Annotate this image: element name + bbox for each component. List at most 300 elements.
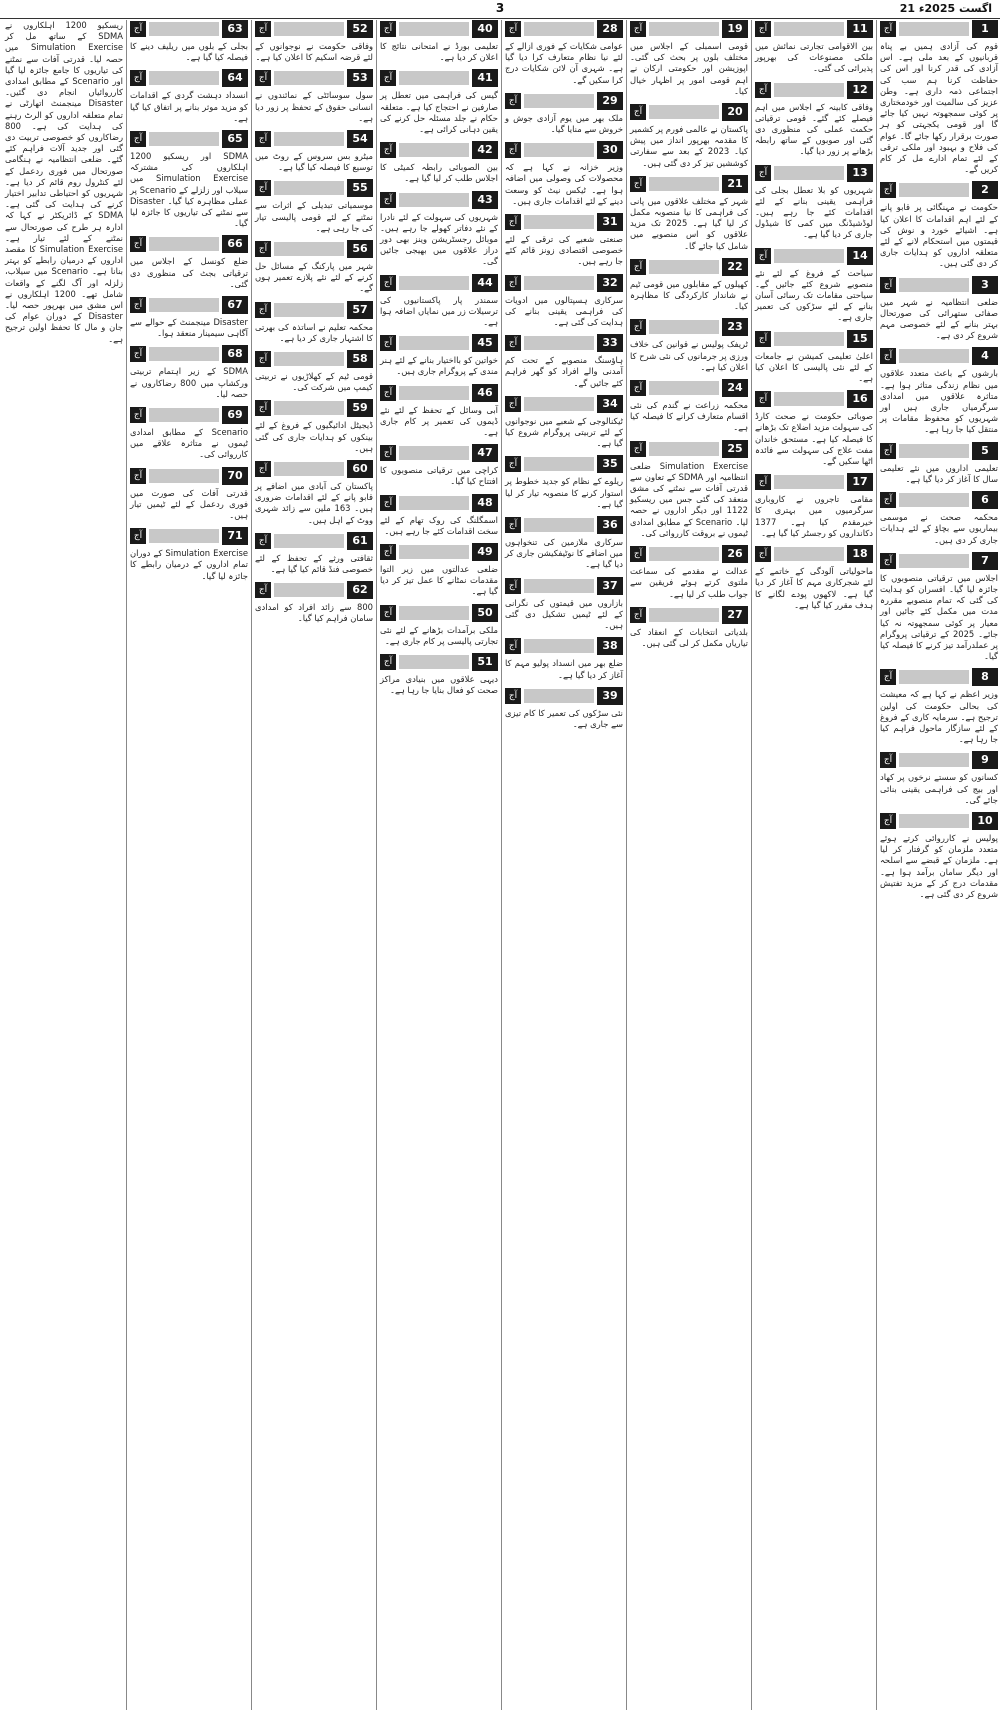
section-tag: آج bbox=[505, 688, 521, 704]
news-item bbox=[505, 213, 623, 268]
section-tag: آج bbox=[505, 638, 521, 654]
news-item-header bbox=[630, 258, 748, 276]
headline-bar bbox=[399, 336, 469, 350]
headline-bar bbox=[149, 71, 219, 85]
news-item-text: تعلیمی اداروں میں نئے تعلیمی سال کا آغاز کر دیا گیا ہے۔ bbox=[880, 462, 998, 484]
headline-bar bbox=[399, 545, 469, 559]
news-item-text: Simulation Exercise کے دوران تمام اداروں کے درمیان رابطے کا جائزہ لیا گیا۔ bbox=[130, 548, 248, 581]
news-item bbox=[255, 581, 373, 624]
section-tag: آج bbox=[630, 546, 646, 562]
item-number-badge: 49 bbox=[472, 543, 498, 561]
section-tag: آج bbox=[630, 607, 646, 623]
news-item-header bbox=[630, 318, 748, 336]
news-item-text: سرکاری ملازمین کی تنخواہوں میں اضافے کا نوٹیفکیشن جاری کر دیا گیا ہے۔ bbox=[505, 537, 623, 570]
news-item bbox=[130, 527, 248, 582]
news-item-header bbox=[630, 606, 748, 624]
headline-bar bbox=[274, 462, 344, 476]
headline-bar bbox=[149, 22, 219, 36]
news-item bbox=[880, 347, 998, 435]
headline-bar bbox=[274, 303, 344, 317]
section-tag: آج bbox=[755, 474, 771, 490]
news-item-header bbox=[630, 379, 748, 397]
headline-bar bbox=[399, 71, 469, 85]
headline-bar bbox=[899, 493, 969, 507]
headline-bar bbox=[774, 475, 844, 489]
news-item-text: ڈیجیٹل ادائیگیوں کے فروغ کے لئے بینکوں کو ہدایات جاری کی گئی ہیں۔ bbox=[255, 420, 373, 453]
news-item-text: شہریوں کی سہولت کے لئے نادرا کے نئے دفاتر کھولے جا رہے ہیں۔ موبائل رجسٹریشن وینز بھی دور دراز علاقوں میں بھیجی جائیں گی۔ bbox=[380, 211, 498, 267]
section-tag: آج bbox=[630, 259, 646, 275]
news-item-header bbox=[880, 442, 998, 460]
item-number-badge: 13 bbox=[847, 164, 873, 182]
news-item bbox=[380, 444, 498, 487]
news-item-header bbox=[505, 455, 623, 473]
news-item bbox=[130, 296, 248, 339]
news-item bbox=[755, 20, 873, 75]
headline-bar bbox=[774, 22, 844, 36]
headline-bar bbox=[774, 392, 844, 406]
news-item bbox=[5, 20, 123, 345]
section-tag: آج bbox=[255, 70, 271, 86]
section-tag: آج bbox=[880, 443, 896, 459]
news-item-header bbox=[505, 637, 623, 655]
section-tag: آج bbox=[505, 335, 521, 351]
item-number-badge: 14 bbox=[847, 247, 873, 265]
news-item-text: وزیر خزانہ نے کہا ہے کہ محصولات کی وصولی میں اضافہ ہوا ہے۔ ٹیکس نیٹ کو وسعت دینے کے لئے اقدامات جاری ہیں۔ bbox=[505, 162, 623, 206]
section-tag: آج bbox=[505, 517, 521, 533]
item-number-badge: 24 bbox=[722, 379, 748, 397]
news-item bbox=[755, 81, 873, 158]
item-number-badge: 65 bbox=[222, 130, 248, 148]
section-tag: آج bbox=[130, 346, 146, 362]
news-item-text: عوامی شکایات کے فوری ازالے کے لئے نیا نظام متعارف کرا دیا گیا ہے۔ شہری آن لائن شکایات درج کرا سکیں گے۔ bbox=[505, 41, 623, 85]
news-item bbox=[255, 20, 373, 63]
section-tag: آج bbox=[630, 104, 646, 120]
news-item-header bbox=[880, 347, 998, 365]
headline-bar bbox=[649, 608, 719, 622]
masthead bbox=[0, 0, 1000, 19]
news-item-text: قوم کی آزادی ہمیں بے پناہ قربانیوں کے بعد ملی ہے۔ اس آزادی کی قدر کرنا اور اس کی حفاظت کرنا ہم سب کی اجتماعی ذمہ داری ہے۔ وطن عزیز کی سالمیت اور خودمختاری پر کوئی سمجھوتہ نہیں کیا جائے گا اور قومی یکجہتی کو ہر صورت برقرار رکھا جائے گا۔ عوام کی فلاح و بہبود اور ملکی ترقی کے لئے تمام ادارے مل کر کام کریں گے۔ bbox=[880, 41, 998, 175]
section-tag: آج bbox=[130, 407, 146, 423]
headline-bar bbox=[899, 753, 969, 767]
headline-bar bbox=[524, 276, 594, 290]
news-item-text: سیاحت کے فروغ کے لئے نئے منصوبے شروع کئے جائیں گے۔ سیاحتی مقامات تک رسائی آسان بنانے کے لئے سڑکوں کی تعمیر جاری ہے۔ bbox=[755, 267, 873, 323]
news-item-text: موسمیاتی تبدیلی کے اثرات سے نمٹنے کے لئے قومی پالیسی تیار کی جا رہی ہے۔ bbox=[255, 200, 373, 233]
news-item-header bbox=[130, 406, 248, 424]
headline-bar bbox=[399, 655, 469, 669]
item-number-badge: 37 bbox=[597, 577, 623, 595]
news-item-text: گیس کی فراہمی میں تعطل پر صارفین نے احتجاج کیا ہے۔ متعلقہ حکام نے جلد مسئلہ حل کرنے کی یقین دہانی کرائی ہے۔ bbox=[380, 90, 498, 135]
news-item bbox=[630, 606, 748, 649]
news-item-header bbox=[505, 334, 623, 352]
news-item-text: سمندر پار پاکستانیوں کی ترسیلات زر میں نمایاں اضافہ ہوا ہے۔ bbox=[380, 294, 498, 328]
section-tag: آج bbox=[380, 21, 396, 37]
news-item bbox=[130, 235, 248, 290]
headline-bar bbox=[649, 442, 719, 456]
news-item bbox=[505, 637, 623, 680]
news-item bbox=[880, 276, 998, 342]
news-item-text: آبی وسائل کے تحفظ کے لئے نئے ڈیموں کی تعمیر پر کام جاری ہے۔ bbox=[380, 404, 498, 438]
item-number-badge: 22 bbox=[722, 258, 748, 276]
column-divider bbox=[876, 20, 877, 1710]
news-item bbox=[255, 301, 373, 344]
section-tag: آج bbox=[755, 391, 771, 407]
news-item-header bbox=[755, 390, 873, 408]
news-item-text: قومی ٹیم کے کھلاڑیوں نے تربیتی کیمپ میں شرکت کی۔ bbox=[255, 371, 373, 393]
news-item-header bbox=[755, 81, 873, 99]
item-number-badge: 42 bbox=[472, 141, 498, 159]
news-item bbox=[380, 384, 498, 439]
headline-bar bbox=[774, 83, 844, 97]
item-number-badge: 38 bbox=[597, 637, 623, 655]
news-item-text: حکومت نے مہنگائی پر قابو پانے کے لئے اہم اقدامات کا اعلان کیا ہے۔ اشیائے خورد و نوش کی قیمتوں میں استحکام لانے کے لئے متعلقہ اداروں کو ہدایات جاری کر دی گئی ہیں۔ bbox=[880, 202, 998, 269]
news-item-text: بجلی کے بلوں میں ریلیف دینے کا فیصلہ کیا گیا ہے۔ bbox=[130, 41, 248, 63]
news-item-header bbox=[130, 467, 248, 485]
news-item bbox=[755, 390, 873, 467]
news-item bbox=[880, 668, 998, 745]
section-tag: آج bbox=[255, 533, 271, 549]
item-number-badge: 33 bbox=[597, 334, 623, 352]
news-item bbox=[630, 175, 748, 252]
headline-bar bbox=[274, 132, 344, 146]
item-number-badge: 69 bbox=[222, 406, 248, 424]
section-tag: آج bbox=[505, 21, 521, 37]
news-item-header bbox=[255, 20, 373, 38]
news-item bbox=[130, 345, 248, 400]
item-number-badge: 40 bbox=[472, 20, 498, 38]
item-number-badge: 31 bbox=[597, 213, 623, 231]
headline-bar bbox=[899, 349, 969, 363]
news-item-header bbox=[130, 69, 248, 87]
news-item bbox=[380, 604, 498, 647]
news-item bbox=[630, 440, 748, 539]
news-item-text: ٹیکنالوجی کے شعبے میں نوجوانوں کے لئے تربیتی پروگرام شروع کیا گیا ہے۔ bbox=[505, 415, 623, 449]
news-item-text: انسداد دہشت گردی کے اقدامات کو مزید موثر بنانے پر اتفاق کیا گیا ہے۔ bbox=[130, 90, 248, 123]
news-item-text: سول سوسائٹی کے نمائندوں نے انسانی حقوق کے تحفظ پر زور دیا ہے۔ bbox=[255, 90, 373, 123]
item-number-badge: 52 bbox=[347, 20, 373, 38]
section-tag: آج bbox=[380, 142, 396, 158]
item-number-badge: 2 bbox=[972, 181, 998, 199]
news-item-text: سرکاری ہسپتالوں میں ادویات کی فراہمی یقینی بنانے کی ہدایت کی گئی ہے۔ bbox=[505, 294, 623, 328]
news-item-text: Simulation Exercise ضلعی انتظامیہ اور SDMA کے تعاون سے قدرتی آفات سے نمٹنے کی مشق منعقد کی گئی جس میں ریسکیو 1122 اور دیگر اداروں نے حصہ لیا۔ Scenario کے مطابق امدادی ٹیموں نے بروقت کارروائی کی۔ bbox=[630, 460, 748, 538]
news-item-header bbox=[380, 494, 498, 512]
section-tag: آج bbox=[380, 544, 396, 560]
news-item bbox=[130, 20, 248, 63]
news-column bbox=[878, 20, 1000, 1710]
news-item-text: صنعتی شعبے کی ترقی کے لئے خصوصی اقتصادی زونز قائم کئے جا رہے ہیں۔ bbox=[505, 234, 623, 267]
item-number-badge: 53 bbox=[347, 69, 373, 87]
news-item-header bbox=[255, 532, 373, 550]
news-item-header bbox=[505, 395, 623, 413]
headline-bar bbox=[274, 242, 344, 256]
headline-bar bbox=[524, 22, 594, 36]
news-item-text: ملکی برآمدات بڑھانے کے لئے نئی تجارتی پالیسی پر کام جاری ہے۔ bbox=[380, 624, 498, 646]
column-divider bbox=[501, 20, 502, 1710]
item-number-badge: 11 bbox=[847, 20, 873, 38]
section-tag: آج bbox=[380, 335, 396, 351]
news-item-header bbox=[255, 69, 373, 87]
news-item-text: SDMA کے زیر اہتمام تربیتی ورکشاپ میں 800 رضاکاروں نے حصہ لیا۔ bbox=[130, 366, 248, 399]
news-item-header bbox=[380, 653, 498, 671]
news-item bbox=[630, 318, 748, 373]
item-number-badge: 68 bbox=[222, 345, 248, 363]
news-item-header bbox=[755, 545, 873, 563]
item-number-badge: 23 bbox=[722, 318, 748, 336]
news-item bbox=[380, 334, 498, 377]
news-column bbox=[3, 20, 125, 1710]
news-item-header bbox=[380, 20, 498, 38]
news-item-header bbox=[880, 181, 998, 199]
news-item-text: اسمگلنگ کی روک تھام کے لئے سخت اقدامات کئے جا رہے ہیں۔ bbox=[380, 514, 498, 536]
news-item bbox=[255, 179, 373, 234]
section-tag: آج bbox=[505, 578, 521, 594]
news-item bbox=[880, 751, 998, 806]
news-item-text: ضلعی انتظامیہ نے شہر میں صفائی ستھرائی کی صورتحال بہتر بنانے کے لئے خصوصی مہم شروع کر دی ہے۔ bbox=[880, 296, 998, 341]
item-number-badge: 45 bbox=[472, 334, 498, 352]
section-tag: آج bbox=[880, 752, 896, 768]
section-tag: آج bbox=[130, 70, 146, 86]
news-item-text: ہاؤسنگ منصوبے کے تحت کم آمدنی والے افراد کو گھر فراہم کئے جائیں گے۔ bbox=[505, 355, 623, 388]
item-number-badge: 10 bbox=[972, 812, 998, 830]
page-number: 3 bbox=[495, 1, 505, 15]
news-item-text: پاکستان نے عالمی فورم پر کشمیر کا مقدمہ بھرپور انداز میں پیش کیا۔ 2023 کے بعد سے سفارتی کوششیں تیز کر دی گئی ہیں۔ bbox=[629, 124, 748, 168]
headline-bar bbox=[399, 496, 469, 510]
news-item bbox=[380, 141, 498, 184]
section-tag: آج bbox=[505, 275, 521, 291]
news-item bbox=[380, 274, 498, 329]
headline-bar bbox=[149, 408, 219, 422]
section-tag: آج bbox=[255, 302, 271, 318]
news-item-header bbox=[505, 141, 623, 159]
news-item bbox=[505, 577, 623, 632]
news-item-header bbox=[630, 20, 748, 38]
section-tag: آج bbox=[380, 445, 396, 461]
news-item bbox=[880, 181, 998, 269]
news-item-header bbox=[880, 276, 998, 294]
news-column bbox=[253, 20, 375, 1710]
news-item-text: Disaster مینجمنٹ کے حوالے سے آگاہی سیمینار منعقد ہوا۔ bbox=[130, 317, 248, 339]
headline-bar bbox=[524, 397, 594, 411]
column-divider bbox=[376, 20, 377, 1710]
news-column bbox=[753, 20, 875, 1710]
headline-bar bbox=[524, 215, 594, 229]
news-item-text: صوبائی حکومت نے صحت کارڈ کی سہولت مزید اضلاع تک بڑھانے کا فیصلہ کیا ہے۔ مستحق خاندان مفت علاج کی سہولت سے فائدہ اٹھا سکیں گے۔ bbox=[755, 411, 873, 467]
news-item bbox=[755, 473, 873, 539]
news-item-header bbox=[505, 213, 623, 231]
section-tag: آج bbox=[380, 385, 396, 401]
news-item-text: ضلع بھر میں انسداد پولیو مہم کا آغاز کر دیا گیا ہے۔ bbox=[505, 658, 623, 680]
headline-bar bbox=[899, 278, 969, 292]
news-item bbox=[255, 69, 373, 124]
news-item-text: پاکستان کی آبادی میں اضافے پر قابو پانے کے لئے اقدامات ضروری ہیں۔ 163 ملین سے زائد شہری ووٹ کے اہل ہیں۔ bbox=[255, 481, 373, 525]
news-item-text: وفاقی کابینہ کے اجلاس میں اہم فیصلے کئے گئے۔ قومی ترقیاتی حکمت عملی کی منظوری دی گئی اور صوبوں کے ساتھ رابطہ بڑھانے پر زور دیا گیا۔ bbox=[755, 101, 873, 157]
news-item-text: ثقافتی ورثے کے تحفظ کے لئے خصوصی فنڈ قائم کیا گیا ہے۔ bbox=[255, 552, 373, 575]
column-divider bbox=[126, 20, 127, 1710]
item-number-badge: 15 bbox=[847, 330, 873, 348]
news-item-header bbox=[755, 20, 873, 38]
news-item-text: بین الاقوامی تجارتی نمائش میں ملکی مصنوعات کی بھرپور پذیرائی کی گئی۔ bbox=[755, 41, 873, 74]
news-item bbox=[380, 191, 498, 268]
news-item bbox=[755, 330, 873, 385]
headline-bar bbox=[274, 71, 344, 85]
news-item-text: نئی سڑکوں کی تعمیر کا کام تیزی سے جاری ہے۔ bbox=[505, 707, 623, 729]
news-item-text: ریسکیو 1200 اہلکاروں نے SDMA کے ساتھ مل کر Simulation Exercise میں حصہ لیا۔ قدرتی آفات سے نمٹنے کی تیاریوں کا جامع جائزہ لیا گیا اور Scenario کے مطابق امدادی کارروائیاں انجام دی گئیں۔ Disaster مینجمنٹ اتھارٹی نے تمام متعلقہ اداروں کو الرٹ رہنے کی ہدایت کی ہے۔ 800 رضاکاروں کو خصوصی تربیت دی گئی اور جدید آلات فراہم کئے گئے۔ ضلعی انتظامیہ نے ہنگامی صورتحال میں فوری ردعمل کے لئے کنٹرول روم قائم کر دیا ہے۔ شہریوں کو احتیاطی تدابیر اختیار کرنے کی ہدایت کی گئی ہے۔ SDMA کے ڈائریکٹر نے کہا کہ ادارہ ہر طرح کی صورتحال سے نمٹنے کے لئے تیار ہے۔ Simulation Exercise کا مقصد اداروں کے درمیان رابطے کو بہتر بنانا ہے۔ Scenario میں سیلاب، زلزلہ اور آگ لگنے کے واقعات شامل تھے۔ 1200 اہلکاروں نے اس مشق میں بھرپور حصہ لیا۔ Disaster کے دوران عوام کی جان و مال کا تحفظ اولین ترجیح ہے۔ bbox=[5, 20, 124, 344]
headline-bar bbox=[399, 606, 469, 620]
news-item-text: SDMA اور ریسکیو 1200 اہلکاروں کی مشترکہ Simulation Exercise میں سیلاب اور زلزلے کے Scenario پر عملی مظاہرہ کیا گیا۔ Disaster سے نمٹنے کی تیاریوں کا جائزہ لیا گیا۔ bbox=[130, 151, 248, 229]
item-number-badge: 4 bbox=[972, 347, 998, 365]
item-number-badge: 8 bbox=[972, 668, 998, 686]
news-item bbox=[880, 812, 998, 900]
news-item-header bbox=[130, 527, 248, 545]
headline-bar bbox=[399, 22, 469, 36]
news-item-text: تعلیمی بورڈ نے امتحانی نتائج کا اعلان کر دیا ہے۔ bbox=[380, 41, 498, 63]
news-item bbox=[255, 399, 373, 454]
news-item-text: کسانوں کو سستے نرخوں پر کھاد اور بیج کی فراہمی یقینی بنائی جائے گی۔ bbox=[880, 772, 998, 805]
item-number-badge: 18 bbox=[847, 545, 873, 563]
news-item-header bbox=[505, 92, 623, 110]
news-item-header bbox=[630, 103, 748, 121]
item-number-badge: 58 bbox=[347, 350, 373, 368]
news-item-header bbox=[505, 577, 623, 595]
headline-bar bbox=[524, 579, 594, 593]
news-item-text: پولیس نے کارروائی کرتے ہوئے متعدد ملزمان کو گرفتار کر لیا ہے۔ ملزمان کے قبضے سے اسلحہ اور دیگر سامان برآمد ہوا ہے۔ مقدمات درج کر کے مزید تفتیش شروع کر دی گئی ہے۔ bbox=[880, 832, 998, 899]
news-column bbox=[628, 20, 750, 1710]
news-item-header bbox=[505, 274, 623, 292]
headline-bar bbox=[524, 457, 594, 471]
news-item-text: کراچی میں ترقیاتی منصوبوں کا افتتاح کیا گیا۔ bbox=[380, 465, 498, 487]
item-number-badge: 71 bbox=[222, 527, 248, 545]
news-item bbox=[255, 532, 373, 575]
news-item-header bbox=[380, 141, 498, 159]
section-tag: آج bbox=[755, 82, 771, 98]
news-item-header bbox=[880, 668, 998, 686]
news-item-header bbox=[505, 516, 623, 534]
news-item-header bbox=[380, 444, 498, 462]
news-item-text: بارشوں کے باعث متعدد علاقوں میں نظام زندگی متاثر ہوا ہے۔ متاثرہ علاقوں میں امدادی سرگرمیاں جاری ہیں اور شہریوں کو محفوظ مقامات پر منتقل کیا جا رہا ہے۔ bbox=[880, 368, 998, 435]
headline-bar bbox=[899, 183, 969, 197]
news-item-text: بازاروں میں قیمتوں کی نگرانی کے لئے ٹیمیں تشکیل دی گئی ہیں۔ bbox=[505, 597, 623, 631]
item-number-badge: 50 bbox=[472, 604, 498, 622]
news-item-header bbox=[380, 543, 498, 561]
news-item-text: شہریوں کو بلا تعطل بجلی کی فراہمی یقینی بنانے کے لئے اقدامات کئے جا رہے ہیں۔ لوڈشیڈنگ میں کمی کا شیڈول جاری کر دیا گیا ہے۔ bbox=[755, 184, 873, 240]
item-number-badge: 66 bbox=[222, 235, 248, 253]
headline-bar bbox=[649, 105, 719, 119]
item-number-badge: 44 bbox=[472, 274, 498, 292]
news-item bbox=[880, 20, 998, 175]
item-number-badge: 47 bbox=[472, 444, 498, 462]
section-tag: آج bbox=[255, 351, 271, 367]
news-item-text: اعلیٰ تعلیمی کمیشن نے جامعات کے لئے نئی پالیسی کا اعلان کیا ہے۔ bbox=[755, 350, 873, 384]
item-number-badge: 64 bbox=[222, 69, 248, 87]
section-tag: آج bbox=[380, 70, 396, 86]
news-item-text: ملک بھر میں یوم آزادی جوش و خروش سے منایا گیا۔ bbox=[505, 112, 623, 135]
section-tag: آج bbox=[255, 131, 271, 147]
news-item bbox=[380, 69, 498, 135]
headline-bar bbox=[274, 583, 344, 597]
news-item bbox=[130, 69, 248, 124]
section-tag: آج bbox=[255, 582, 271, 598]
news-item-header bbox=[255, 301, 373, 319]
section-tag: آج bbox=[880, 182, 896, 198]
column-divider bbox=[251, 20, 252, 1710]
item-number-badge: 19 bbox=[722, 20, 748, 38]
headline-bar bbox=[524, 336, 594, 350]
news-item-header bbox=[880, 751, 998, 769]
section-tag: آج bbox=[880, 813, 896, 829]
news-item bbox=[880, 442, 998, 485]
section-tag: آج bbox=[255, 400, 271, 416]
headline-bar bbox=[149, 237, 219, 251]
section-tag: آج bbox=[505, 396, 521, 412]
news-item-text: عدالت نے مقدمے کی سماعت ملتوی کرتے ہوئے فریقین سے جواب طلب کر لیا ہے۔ bbox=[630, 566, 748, 599]
item-number-badge: 39 bbox=[597, 687, 623, 705]
item-number-badge: 63 bbox=[222, 20, 248, 38]
item-number-badge: 17 bbox=[847, 473, 873, 491]
news-item bbox=[630, 545, 748, 600]
item-number-badge: 70 bbox=[222, 467, 248, 485]
item-number-badge: 21 bbox=[722, 175, 748, 193]
news-item-header bbox=[255, 399, 373, 417]
item-number-badge: 16 bbox=[847, 390, 873, 408]
news-item-header bbox=[380, 69, 498, 87]
news-item-header bbox=[880, 20, 998, 38]
news-item-header bbox=[255, 581, 373, 599]
news-item bbox=[505, 92, 623, 135]
news-item bbox=[380, 494, 498, 537]
news-item bbox=[255, 460, 373, 526]
section-tag: آج bbox=[130, 528, 146, 544]
item-number-badge: 51 bbox=[472, 653, 498, 671]
section-tag: آج bbox=[380, 192, 396, 208]
issue-date: 21 اگست 2025ء bbox=[899, 2, 992, 15]
news-item bbox=[505, 687, 623, 730]
news-item bbox=[380, 653, 498, 696]
item-number-badge: 54 bbox=[347, 130, 373, 148]
news-item-text: دیہی علاقوں میں بنیادی مراکز صحت کو فعال بنایا جا رہا ہے۔ bbox=[380, 674, 498, 696]
news-item-text: مقامی تاجروں نے کاروباری سرگرمیوں میں بہتری کا خیرمقدم کیا ہے۔ 1377 دکانداروں کو رجسٹر کیا گیا ہے۔ bbox=[755, 494, 873, 538]
news-item bbox=[755, 545, 873, 611]
item-number-badge: 34 bbox=[597, 395, 623, 413]
item-number-badge: 25 bbox=[722, 440, 748, 458]
news-item-header bbox=[880, 552, 998, 570]
news-item bbox=[755, 164, 873, 241]
news-item bbox=[630, 379, 748, 434]
item-number-badge: 48 bbox=[472, 494, 498, 512]
news-item bbox=[255, 240, 373, 295]
news-item-text: محکمہ زراعت نے گندم کی نئی اقسام متعارف کرانے کا فیصلہ کیا ہے۔ bbox=[630, 400, 748, 433]
headline-bar bbox=[524, 518, 594, 532]
news-column bbox=[378, 20, 500, 1710]
news-item-header bbox=[630, 440, 748, 458]
item-number-badge: 29 bbox=[597, 92, 623, 110]
news-item-text: ضلعی عدالتوں میں زیر التوا مقدمات نمٹانے کا عمل تیز کر دیا گیا ہے۔ bbox=[380, 564, 498, 597]
item-number-badge: 43 bbox=[472, 191, 498, 209]
headline-bar bbox=[399, 446, 469, 460]
news-item-text: محکمہ تعلیم نے اساتذہ کی بھرتی کا اشتہار جاری کر دیا ہے۔ bbox=[255, 321, 373, 343]
news-item-header bbox=[380, 274, 498, 292]
headline-bar bbox=[774, 166, 844, 180]
headline-bar bbox=[899, 670, 969, 684]
headline-bar bbox=[899, 444, 969, 458]
news-item bbox=[505, 334, 623, 389]
news-item-header bbox=[380, 191, 498, 209]
news-item-header bbox=[380, 384, 498, 402]
news-item-text: بلدیاتی انتخابات کے انعقاد کی تیاریاں مکمل کر لی گئی ہیں۔ bbox=[630, 626, 748, 648]
news-item-header bbox=[130, 235, 248, 253]
item-number-badge: 41 bbox=[472, 69, 498, 87]
item-number-badge: 56 bbox=[347, 240, 373, 258]
headline-bar bbox=[274, 401, 344, 415]
item-number-badge: 28 bbox=[597, 20, 623, 38]
